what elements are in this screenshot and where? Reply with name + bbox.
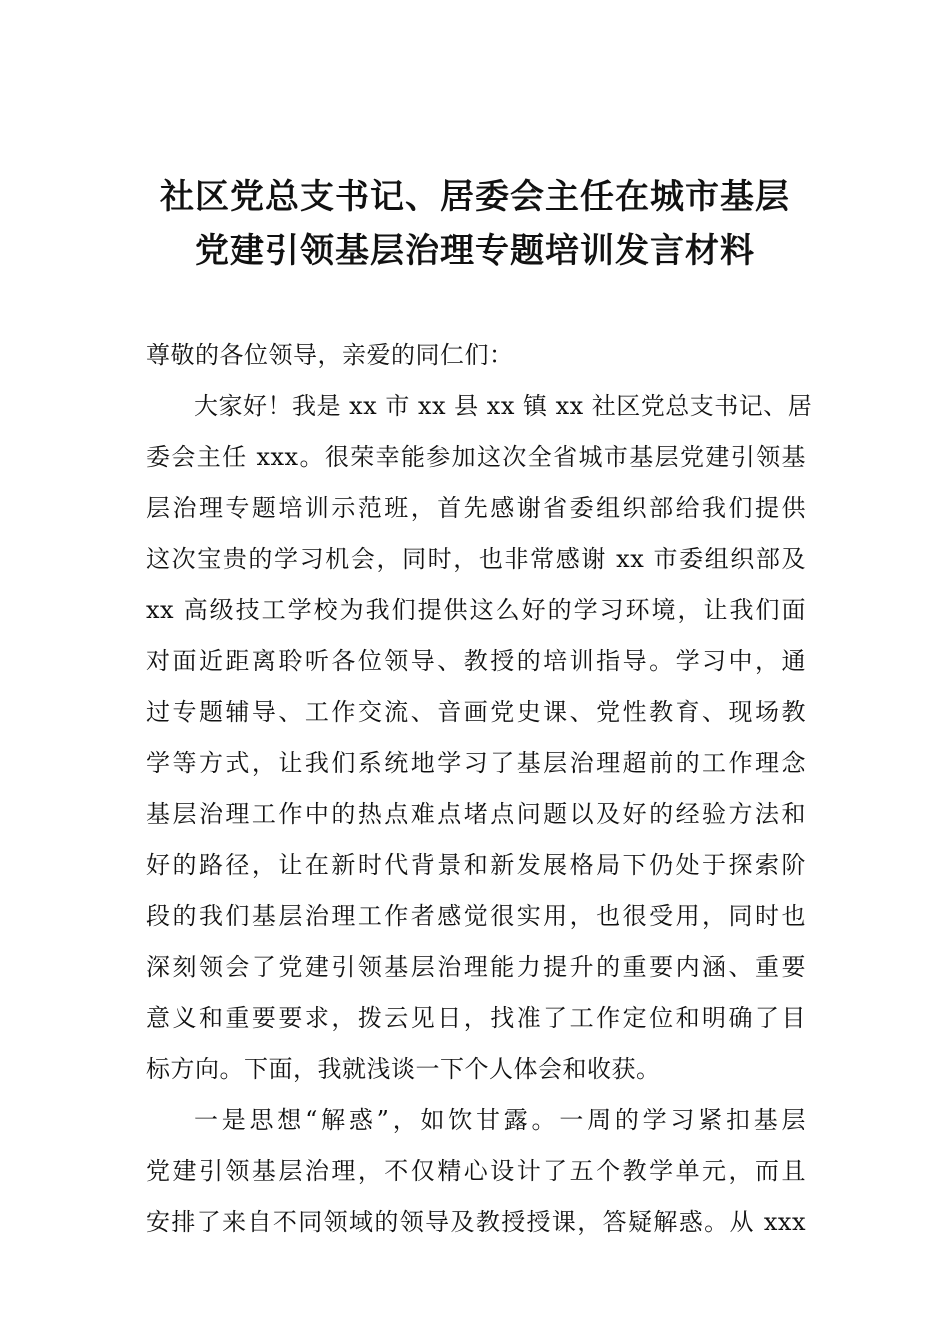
paragraph-line: 委会主任 xxx。很荣幸能参加这次全省城市基层党建引领基: [146, 443, 806, 471]
paragraph-line: 意义和重要要求，拨云见日，找准了工作定位和明确了目: [146, 1004, 806, 1032]
paragraph-line: 好的路径，让在新时代背景和新发展格局下仍处于探索阶: [146, 851, 806, 879]
paragraph-2: [146, 1095, 806, 1248]
paragraph-line: 一是思想“解惑”，如饮甘露。一周的学习紧扣基层: [194, 1106, 806, 1134]
paragraph-line: 这次宝贵的学习机会，同时，也非常感谢 xx 市委组织部及: [146, 545, 806, 573]
title-line-2: 党建引领基层治理专题培训发言材料: [195, 231, 755, 271]
paragraph-line: 深刻领会了党建引领基层治理能力提升的重要内涵、重要: [146, 953, 806, 981]
paragraph-1: [146, 381, 813, 1095]
paragraph-line: 基层治理工作中的热点难点堵点问题以及好的经验方法和: [146, 800, 806, 828]
paragraph-line: 党建引领基层治理，不仅精心设计了五个教学单元，而且: [146, 1157, 806, 1185]
paragraph-line: xx 高级技工学校为我们提供这么好的学习环境，让我们面: [146, 596, 806, 624]
paragraph-line: 学等方式，让我们系统地学习了基层治理超前的工作理念: [146, 749, 806, 777]
title-line-1: 社区党总支书记、居委会主任在城市基层: [160, 177, 790, 217]
document-title: [120, 170, 830, 278]
salutation: 尊敬的各位领导，亲爱的同仁们：: [146, 341, 514, 369]
paragraph-line: 大家好！我是 xx 市 xx 县 xx 镇 xx 社区党总支书记、居: [194, 392, 813, 420]
paragraph-line: 段的我们基层治理工作者感觉很实用，也很受用，同时也: [146, 902, 806, 930]
paragraph-line: 层治理专题培训示范班，首先感谢省委组织部给我们提供: [146, 494, 806, 522]
document-body: [146, 330, 813, 1248]
paragraph-line: 安排了来自不同领域的领导及教授授课，答疑解惑。从 xxx: [146, 1208, 806, 1236]
paragraph-line: 对面近距离聆听各位领导、教授的培训指导。学习中，通: [146, 647, 806, 675]
paragraph-line: 标方向。下面，我就浅谈一下个人体会和收获。: [146, 1055, 661, 1083]
paragraph-line: 过专题辅导、工作交流、音画党史课、党性教育、现场教: [146, 698, 806, 726]
